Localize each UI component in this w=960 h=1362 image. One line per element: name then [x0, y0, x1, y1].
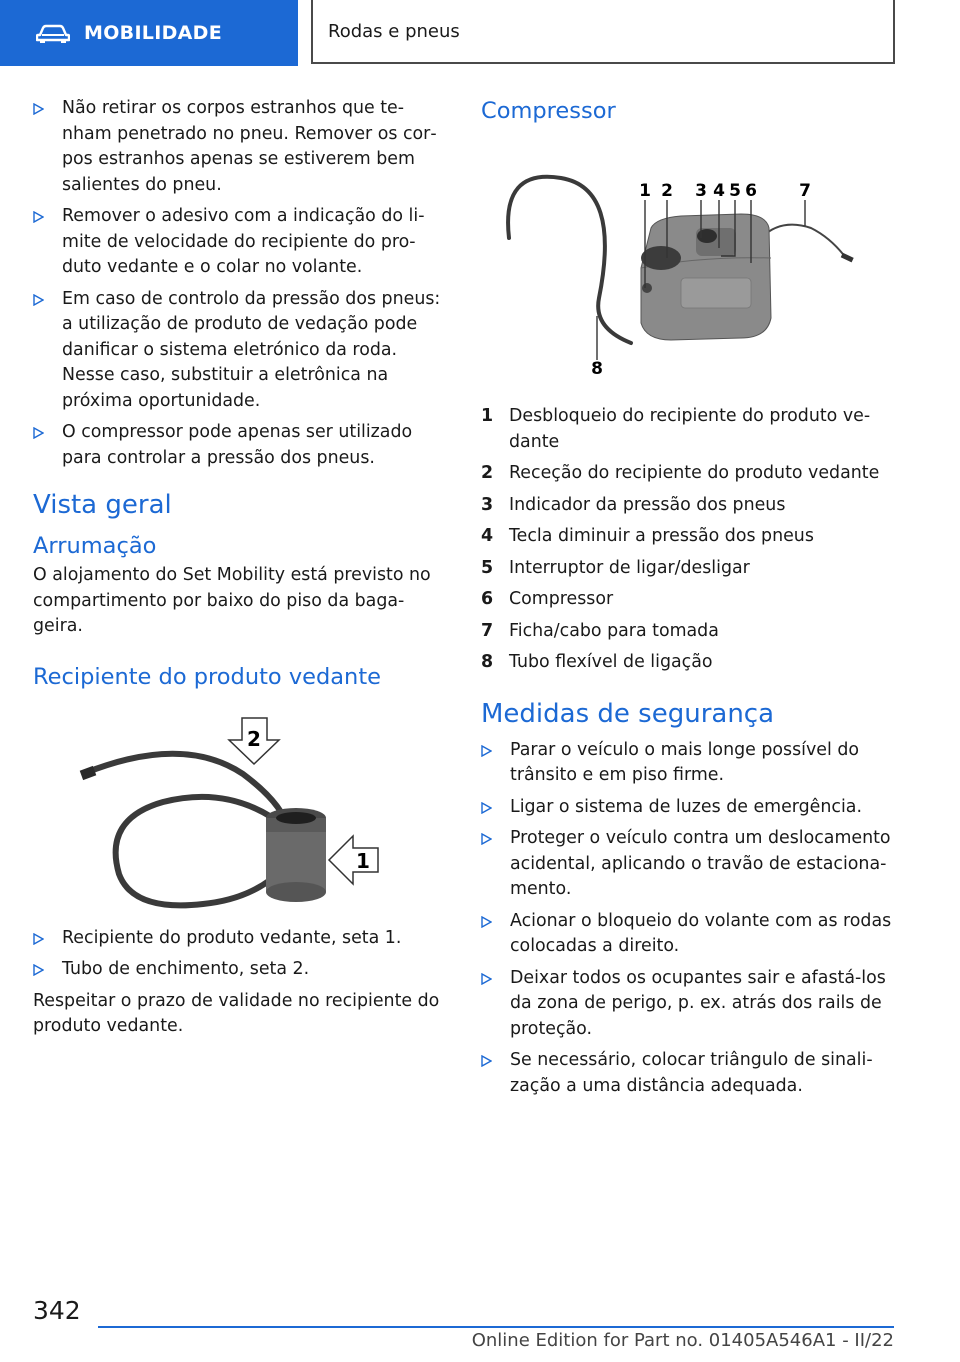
chapter-tab — [311, 0, 895, 64]
list-item: Tubo de enchimento, seta 2. — [33, 957, 447, 983]
recipiente-text: Respeitar o prazo de validade no recipiente do produto vedante. — [33, 990, 440, 1036]
list-item: Acionar o bloqueio do volante com as rodas colocadas a direito. — [481, 909, 895, 960]
list-item: Deixar todos os ocupantes sair e afastá-los da zona de perigo, p. ex. atrás dos rails de proteção. — [481, 966, 895, 1043]
legend-item: 6 Compressor — [481, 589, 614, 609]
figure-callout: 4 — [713, 181, 725, 201]
triangle-bullet-icon — [481, 802, 492, 814]
sealant-bottle-illustration — [33, 694, 447, 916]
figure-callout: 8 — [591, 359, 603, 378]
figure-callout: 2 — [247, 726, 261, 751]
list-item: Se necessário, colocar triângulo de sinalização a uma distância adequada. — [481, 1048, 895, 1099]
figure-callout: 7 — [799, 181, 811, 201]
heading-vista-geral: Vista geral — [33, 490, 172, 520]
triangle-bullet-icon — [33, 211, 44, 223]
figure-callout: 1 — [639, 181, 651, 201]
figure-callout: 3 — [695, 181, 707, 201]
legend-item: 3 Indicador da pressão dos pneus — [481, 494, 786, 515]
triangle-bullet-icon — [481, 745, 492, 757]
figure-callout: 6 — [745, 181, 757, 201]
figure-callout: 1 — [356, 848, 370, 873]
triangle-bullet-icon — [481, 833, 492, 845]
figure-callout: 5 — [729, 181, 741, 201]
list-item: O compressor pode apenas ser utilizado para controlar a pressão dos pneus. — [33, 420, 447, 471]
triangle-bullet-icon — [33, 294, 44, 306]
heading-recipiente: Recipiente do produto vedante — [33, 663, 381, 690]
heading-arrumacao: Arrumação — [33, 533, 157, 559]
legend-item: 7 Ficha/cabo para tomada — [481, 620, 719, 641]
list-item: Ligar o sistema de luzes de emergência. — [481, 795, 895, 821]
list-item: Parar o veículo o mais longe possível do trânsito e em piso firme. — [481, 738, 895, 789]
legend-item: 4 Tecla diminuir a pressão dos pneus — [481, 526, 814, 546]
list-item: Proteger o veículo contra um deslocamento acidental, aplicando o travão de estacionamento. — [481, 826, 895, 903]
recipiente-bullet-list — [33, 926, 447, 983]
arrumacao-text: O alojamento do Set Mobility está previsto no compartimento por baixo do piso da bagageira. — [33, 565, 431, 636]
footer-divider — [98, 1326, 894, 1328]
triangle-bullet-icon — [33, 103, 44, 115]
medidas-bullet-list — [481, 738, 895, 1100]
section-tab — [0, 0, 298, 66]
triangle-bullet-icon — [481, 973, 492, 985]
legend-item: 8 Tubo flexível de ligação — [481, 652, 713, 672]
heading-compressor: Compressor — [481, 98, 616, 124]
compressor-legend — [481, 404, 895, 676]
triangle-bullet-icon — [481, 1055, 492, 1067]
edition-note: Online Edition for Part no. 01405A546A1 - II/22 — [471, 1330, 894, 1351]
section-label: MOBILIDADE — [84, 22, 223, 44]
top-bullet-list — [33, 96, 447, 471]
list-item: Recipiente do produto vedante, seta 1. — [33, 926, 447, 952]
car-icon — [36, 23, 70, 43]
compressor-illustration — [481, 128, 895, 378]
left-column — [33, 96, 447, 1046]
page-header — [0, 0, 960, 66]
right-column — [481, 96, 895, 1105]
triangle-bullet-icon — [33, 427, 44, 439]
triangle-bullet-icon — [33, 964, 44, 976]
list-item: Não retirar os corpos estranhos que tenham penetrado no pneu. Remover os corpos estranhos apenas se estiverem bem salientes do pneu. — [33, 96, 447, 198]
list-item: Remover o adesivo com a indicação do limite de velocidade do recipiente do produto vedante e o colar no volante. — [33, 204, 447, 281]
figure-callout: 2 — [661, 181, 673, 201]
legend-item: 1 Desbloqueio do recipiente do produto vedante — [481, 406, 871, 452]
legend-item: 2 Receção do recipiente do produto vedante — [481, 463, 880, 483]
triangle-bullet-icon — [481, 916, 492, 928]
heading-medidas: Medidas de segurança — [481, 698, 775, 729]
page-number: 342 — [33, 1296, 81, 1325]
legend-item: 5 Interruptor de ligar/desligar — [481, 557, 750, 578]
chapter-title: Rodas e pneus — [328, 20, 460, 42]
triangle-bullet-icon — [33, 933, 44, 945]
list-item: Em caso de controlo da pressão dos pneus: a utilização de produto de vedação pode danificar o sistema eletrónico da roda. Nesse caso, substituir a eletrônica na próxima oportunidade. — [33, 287, 447, 415]
